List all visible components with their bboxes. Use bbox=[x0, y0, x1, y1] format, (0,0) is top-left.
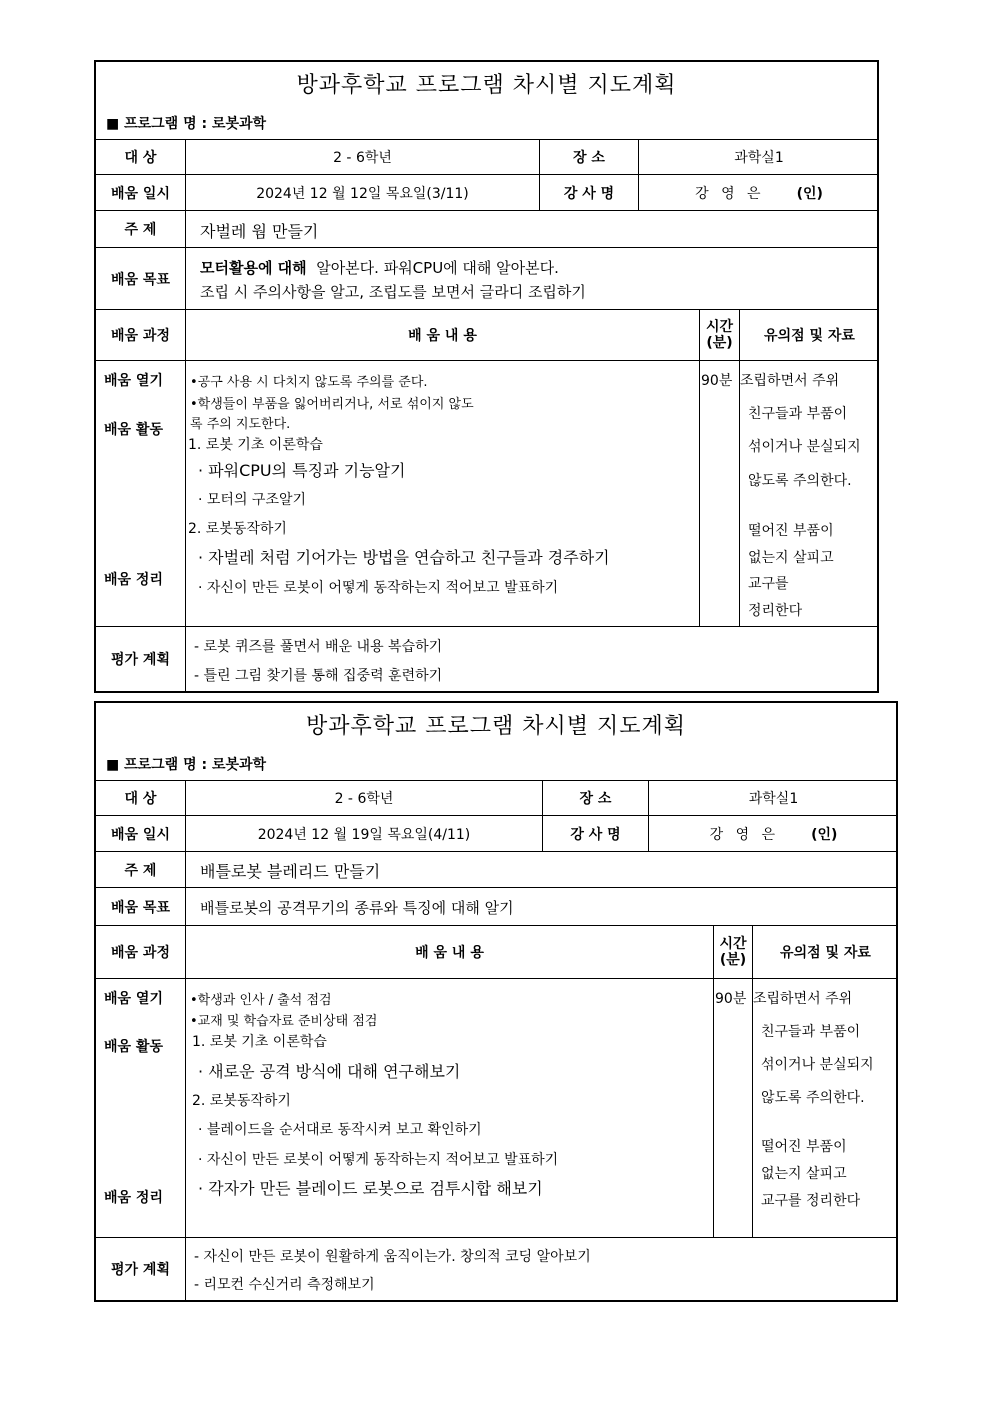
time-header: 시간 (분) bbox=[719, 936, 747, 968]
goal-line-2: 조립 시 주의사항을 알고, 조립도를 보면서 글라디 조립하기 bbox=[200, 283, 586, 301]
goal-emphasis: 모터활용에 대해 bbox=[200, 259, 307, 277]
topic-label: 주 제 bbox=[124, 862, 157, 879]
date-value: 2024년 12 월 12일 목요일(3/11) bbox=[256, 185, 469, 202]
lesson-plan-1 bbox=[94, 60, 879, 693]
goal-text: 알아본다. 파워CPU에 대해 알아본다. bbox=[316, 259, 559, 277]
note-line: 조립하면서 주위 bbox=[753, 991, 853, 1007]
content-line: · 자신이 만든 로봇이 어떻게 동작하는지 적어보고 발표하기 bbox=[198, 580, 559, 596]
content-header: 배 움 내 용 bbox=[408, 328, 477, 344]
topic-value: 자벌레 웜 만들기 bbox=[200, 222, 319, 241]
notes-header: 유의점 및 자료 bbox=[780, 945, 871, 961]
note-line: 교구를 bbox=[748, 576, 789, 592]
note-line: 없는지 살피고 bbox=[761, 1166, 847, 1182]
note-line: 떨어진 부품이 bbox=[748, 523, 834, 539]
stage-close-label: 배움 정리 bbox=[104, 1190, 163, 1206]
date-label: 배움 일시 bbox=[111, 826, 170, 843]
program-name: ■ 프로그램 명 : 로봇과학 bbox=[106, 757, 267, 773]
stage-activity-label: 배움 활동 bbox=[104, 422, 163, 438]
note-line: 정리한다 bbox=[748, 603, 803, 619]
eval-line: - 틀린 그림 찾기를 통해 집중력 훈련하기 bbox=[194, 668, 443, 684]
note-line: 조립하면서 주위 bbox=[740, 373, 840, 389]
content-line: •학생과 인사 / 출석 점검 bbox=[190, 993, 332, 1008]
stage-open-label: 배움 열기 bbox=[104, 991, 163, 1007]
target-label: 대 상 bbox=[124, 791, 157, 807]
plan-title: 방과후학교 프로그램 차시별 지도계획 bbox=[305, 714, 686, 739]
time-value: 90분 bbox=[715, 991, 747, 1007]
content-line: •학생들이 부품을 잃어버리거나, 서로 섞이지 않도 bbox=[190, 397, 474, 412]
process-label: 배움 과정 bbox=[111, 328, 170, 344]
place-label: 장 소 bbox=[573, 150, 605, 166]
instructor-label: 강 사 명 bbox=[563, 185, 615, 202]
goal-label: 배움 목표 bbox=[111, 899, 170, 916]
content-line: · 블레이드을 순서대로 동작시켜 보고 확인하기 bbox=[198, 1122, 482, 1138]
eval-line: - 리모컨 수신거리 측정해보기 bbox=[194, 1277, 375, 1293]
place-label: 장 소 bbox=[579, 791, 612, 807]
note-line: 섞이거나 분실되지 bbox=[761, 1057, 874, 1073]
content-line: 1. 로봇 기초 이론학습 bbox=[192, 1034, 327, 1050]
process-label: 배움 과정 bbox=[111, 945, 170, 961]
content-line: · 모터의 구조알기 bbox=[198, 492, 307, 508]
plan-title: 방과후학교 프로그램 차시별 지도계획 bbox=[296, 73, 677, 98]
content-line: · 자벌레 처럼 기어가는 방법을 연습하고 친구들과 경주하기 bbox=[198, 548, 610, 567]
content-line: · 새로운 공격 방식에 대해 연구해보기 bbox=[198, 1062, 461, 1081]
time-header: 시간 (분) bbox=[705, 319, 734, 351]
eval-line: - 자신이 만든 로봇이 원활하게 움직이는가. 창의적 코딩 알아보기 bbox=[194, 1249, 591, 1265]
target-value: 2 - 6학년 bbox=[334, 791, 394, 807]
stage-close-label: 배움 정리 bbox=[104, 572, 163, 588]
note-line: 떨어진 부품이 bbox=[761, 1139, 847, 1155]
goal-label: 배움 목표 bbox=[111, 271, 170, 288]
notes-header: 유의점 및 자료 bbox=[764, 328, 855, 344]
lesson-plan-2 bbox=[94, 701, 898, 1302]
instructor-label: 강 사 명 bbox=[570, 826, 621, 843]
seal-mark: (인) bbox=[811, 826, 838, 843]
content-line: 1. 로봇 기초 이론학습 bbox=[188, 437, 323, 453]
note-line: 친구들과 부품이 bbox=[748, 406, 848, 422]
note-line: 섞이거나 분실되지 bbox=[748, 439, 861, 455]
note-line: 않도록 주의한다. bbox=[761, 1090, 865, 1106]
note-line: 없는지 살피고 bbox=[748, 550, 834, 566]
eval-label: 평가 계획 bbox=[111, 1262, 170, 1278]
goal-line-1 bbox=[200, 257, 559, 278]
instructor-value: 강 영 은 bbox=[709, 826, 780, 843]
program-name: ■ 프로그램 명 : 로봇과학 bbox=[106, 116, 267, 132]
content-line: 2. 로봇동작하기 bbox=[192, 1093, 291, 1109]
content-line: · 파워CPU의 특징과 기능알기 bbox=[198, 461, 406, 480]
place-value: 과학실1 bbox=[748, 791, 799, 807]
time-value: 90분 bbox=[701, 373, 733, 389]
seal-mark: (인) bbox=[796, 185, 823, 202]
place-value: 과학실1 bbox=[734, 150, 784, 166]
target-value: 2 - 6학년 bbox=[333, 150, 392, 166]
note-line: 친구들과 부품이 bbox=[761, 1024, 861, 1040]
goal-line-1: 배틀로봇의 공격무기의 종류와 특징에 대해 알기 bbox=[200, 899, 514, 917]
content-line: 록 주의 지도한다. bbox=[190, 417, 291, 432]
date-value: 2024년 12 월 19일 목요일(4/11) bbox=[257, 826, 471, 843]
topic-label: 주 제 bbox=[124, 222, 157, 238]
eval-label: 평가 계획 bbox=[111, 652, 170, 668]
content-line: · 각자가 만든 블레이드 로봇으로 검투시합 해보기 bbox=[198, 1179, 543, 1198]
stage-activity-label: 배움 활동 bbox=[104, 1039, 163, 1055]
target-label: 대 상 bbox=[124, 150, 157, 166]
content-header: 배 움 내 용 bbox=[415, 945, 484, 961]
note-line: 교구를 정리한다 bbox=[761, 1193, 861, 1209]
instructor-cell bbox=[649, 816, 898, 851]
instructor-value: 강 영 은 bbox=[695, 185, 765, 202]
topic-value: 배틀로봇 블레리드 만들기 bbox=[200, 862, 381, 881]
content-line: · 자신이 만든 로봇이 어떻게 동작하는지 적어보고 발표하기 bbox=[198, 1152, 559, 1168]
stage-open-label: 배움 열기 bbox=[104, 373, 163, 389]
content-line: 2. 로봇동작하기 bbox=[188, 521, 287, 537]
date-label: 배움 일시 bbox=[111, 185, 170, 202]
instructor-cell bbox=[639, 175, 879, 210]
note-line: 않도록 주의한다. bbox=[748, 473, 852, 489]
content-line: •공구 사용 시 다치지 않도록 주의를 준다. bbox=[190, 375, 428, 390]
eval-line: - 로봇 퀴즈를 풀면서 배운 내용 복습하기 bbox=[194, 639, 443, 655]
content-line: •교재 및 학습자료 준비상태 점검 bbox=[190, 1014, 378, 1029]
